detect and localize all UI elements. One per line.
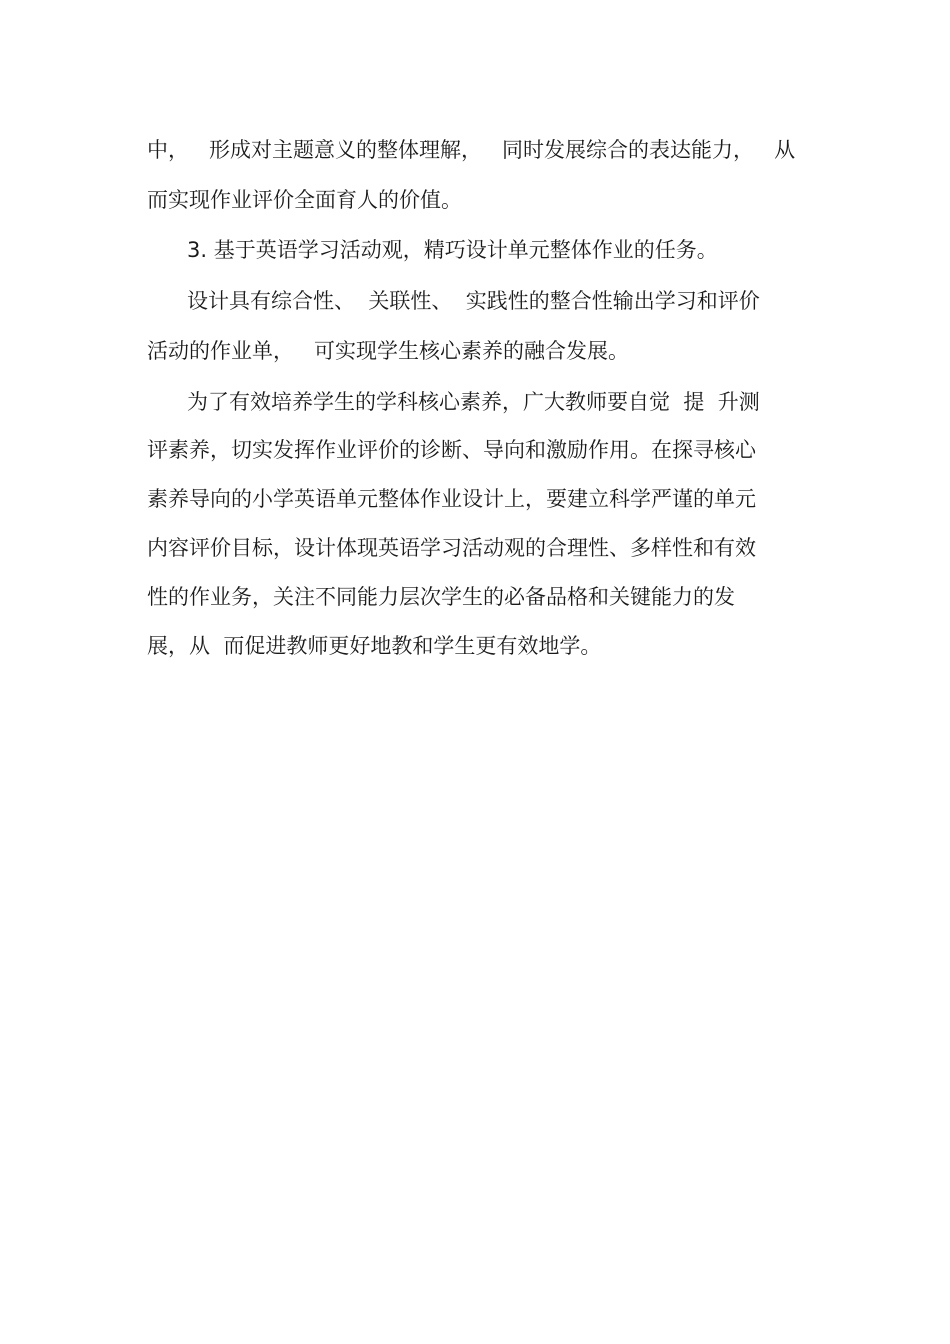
list-item-heading: 3. 基于英语学习活动观，精巧设计单元整体作业的任务。 [147,238,718,262]
text-line: 展，从 而促进教师更好地教和学生更有效地学。 [147,634,602,658]
text-line: 设计具有综合性、 关联性、 实践性的整合性输出学习和评价 [147,289,760,313]
text-line: 为了有效培养学生的学科核心素养，广大教师要自觉 提 升测 [147,390,760,414]
text-line: 内容评价目标，设计体现英语学习活动观的合理性、多样性和有效 [147,536,756,560]
text-line: 素养导向的小学英语单元整体作业设计上，要建立科学严谨的单元 [147,487,756,511]
text-line: 活动的作业单， 可实现学生核心素养的融合发展。 [147,339,630,363]
text-line: 评素养，切实发挥作业评价的诊断、导向和激励作用。在探寻核心 [147,438,756,462]
text-line: 性的作业务，关注不同能力层次学生的必备品格和关键能力的发 [147,585,735,609]
text-line: 而实现作业评价全面育人的价值。 [147,188,462,212]
text-line: 中， 形成对主题意义的整体理解， 同时发展综合的表达能力， 从 [147,138,796,162]
